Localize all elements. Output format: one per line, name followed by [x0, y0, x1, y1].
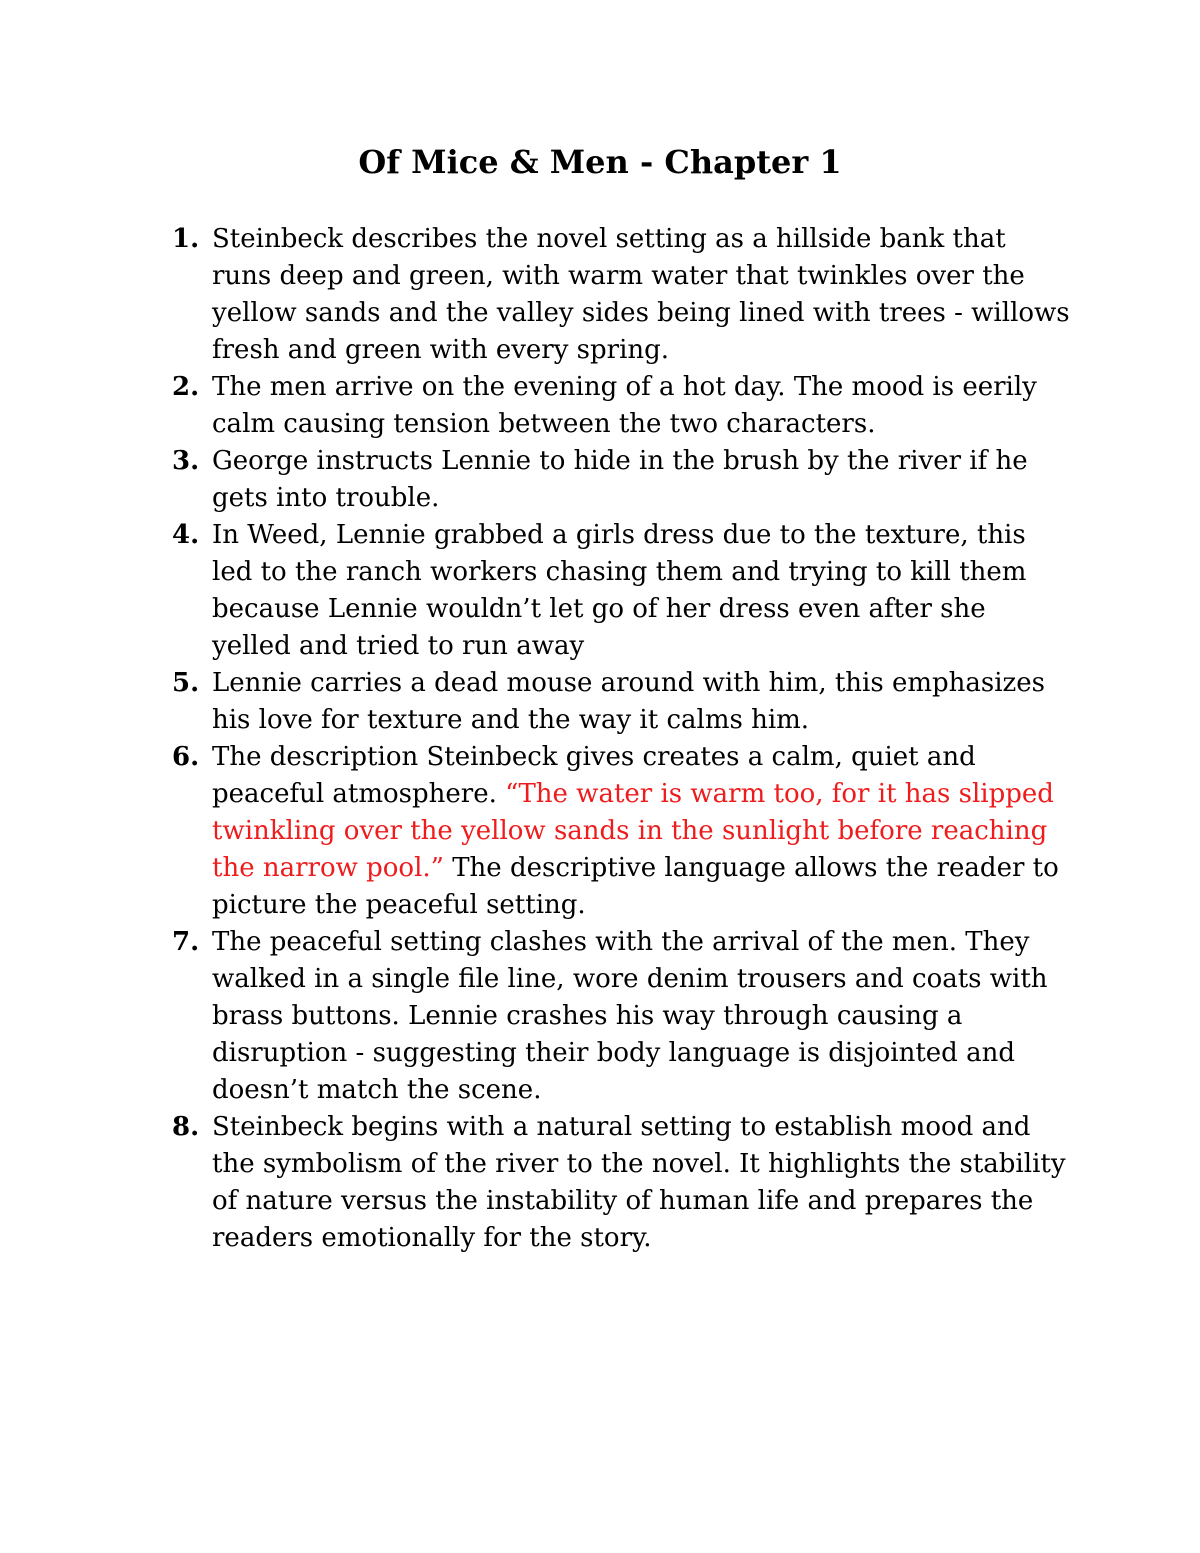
page-title: Of Mice & Men - Chapter 1 — [358, 143, 842, 181]
list-item-4 — [172, 517, 1072, 665]
list-item-number: 1. — [172, 224, 200, 254]
list-item-number: 7. — [172, 927, 200, 957]
answer-list — [172, 221, 1072, 1257]
novel-quote: “The water is warm too, for it has slipped twinkling over the yellow sands in the sunlight before reaching the narrow pool.” — [212, 779, 1054, 883]
list-item-number: 5. — [172, 668, 200, 698]
list-item-text: Steinbeck describes the novel setting as a hillside bank that runs deep and green, with warm water that twinkles over the yellow sands and the valley sides being lined with trees - willows fresh and green with every spring. — [212, 224, 1070, 365]
list-item-text: The peaceful setting clashes with the arrival of the men. They walked in a single file line, wore denim trousers and coats with brass buttons. Lennie crashes his way through causing a disruption - suggesting their body language is disjointed and doesn’t match the scene. — [212, 927, 1048, 1105]
list-item-number: 3. — [172, 446, 200, 476]
list-item-number: 4. — [172, 520, 200, 550]
list-item-7 — [172, 924, 1072, 1109]
list-item-8 — [172, 1109, 1072, 1257]
list-item-2 — [172, 369, 1072, 443]
list-item-6 — [172, 739, 1072, 924]
list-item-text: In Weed, Lennie grabbed a girls dress due to the texture, this led to the ranch workers chasing them and trying to kill them because Lennie wouldn’t let go of her dress even after she yelled and tried to run away — [212, 520, 1027, 661]
list-item-number: 8. — [172, 1112, 200, 1142]
list-item-1 — [172, 221, 1072, 369]
list-item-text-continued: The descriptive language allows the reader to picture the peaceful setting. — [212, 853, 1059, 920]
list-item-3 — [172, 443, 1072, 517]
list-item-text: The description Steinbeck gives creates a calm, quiet and peaceful atmosphere. — [212, 742, 976, 809]
list-item-text: Lennie carries a dead mouse around with him, this emphasizes his love for texture and the way it calms him. — [212, 668, 1045, 735]
list-item-text: George instructs Lennie to hide in the brush by the river if he gets into trouble. — [212, 446, 1028, 513]
list-item-text: Steinbeck begins with a natural setting to establish mood and the symbolism of the river to the novel. It highlights the stability of nature versus the instability of human life and prepares the readers emotionally for the story. — [212, 1112, 1066, 1253]
list-item-5 — [172, 665, 1072, 739]
list-item-number: 2. — [172, 372, 200, 402]
list-item-text: The men arrive on the evening of a hot day. The mood is eerily calm causing tension between the two characters. — [212, 372, 1037, 439]
list-item-number: 6. — [172, 742, 200, 772]
